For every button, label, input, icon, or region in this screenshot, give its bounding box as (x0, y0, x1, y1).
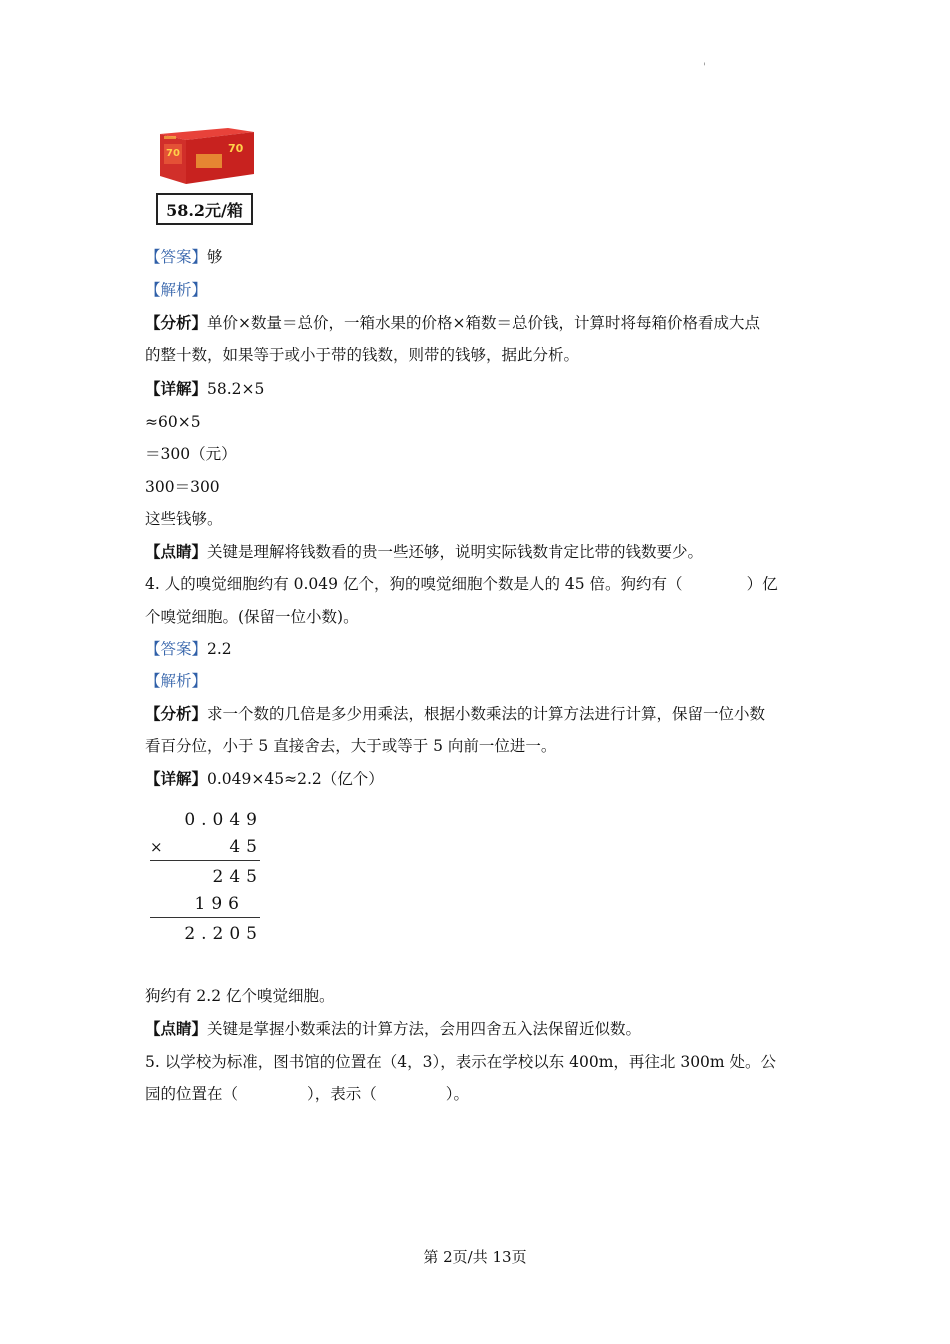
corner-mark: ' (703, 62, 706, 73)
xiangjie-line (145, 378, 264, 400)
fenxi-text-1: 求一个数的几倍是多少用乘法，根据小数乘法的计算方法进行计算，保留一位小数 (207, 705, 766, 723)
xiangjie-tag: 【详解】 (145, 769, 208, 788)
fenxi-line-2: 看百分位，小于 5 直接舍去，大于或等于 5 向前一位进一。 (145, 737, 557, 755)
calc-line-2: ≈60×5 (145, 413, 201, 431)
calc-line-4: 300＝300 (145, 478, 220, 496)
calc-line-5: 这些钱够。 (145, 510, 223, 528)
calc-rule-1 (150, 860, 260, 861)
xiangjie-line (145, 768, 384, 790)
dianjing-text: 关键是理解将钱数看的贵一些还够，说明实际钱数肯定比带的钱数要少。 (207, 543, 704, 561)
calc-line-3: ＝300（元） (145, 445, 237, 463)
q5-question-1: 5. 以学校为标准，图书馆的位置在（4，3），表示在学校以东 400m，再往北 300m 处。公 (145, 1053, 777, 1071)
svg-text:70: 70 (228, 142, 244, 155)
fenxi-text-1: 单价×数量＝总价，一箱水果的价格×箱数＝总价钱，计算时将每箱价格看成大点 (207, 314, 760, 332)
q4-answer-line (145, 638, 232, 660)
answer-text: 2.2 (207, 640, 232, 658)
calc-multiplicand: 0.049 (184, 810, 263, 830)
q4-question-2: 个嗅觉细胞。(保留一位小数)。 (145, 608, 359, 626)
answer-tag: 【答案】 (145, 640, 208, 658)
price-label: 58.2元/箱 (156, 193, 253, 225)
dianjing-tag: 【点睛】 (145, 542, 208, 561)
q4-conclusion: 狗约有 2.2 亿个嗅觉细胞。 (145, 987, 335, 1005)
answer-line (145, 246, 223, 268)
jiexi-tag: 【解析】 (145, 672, 208, 690)
fruit-box-image (156, 124, 256, 187)
xiangjie-tag: 【详解】 (145, 379, 208, 398)
svg-text:70: 70 (166, 148, 180, 159)
calc-partial-1: 245 (212, 867, 263, 887)
xiangjie-text: 58.2×5 (207, 380, 265, 398)
fenxi-line-2: 的整十数，如果等于或小于带的钱数，则带的钱够，据此分析。 (145, 346, 580, 364)
dianjing-line (145, 1018, 641, 1040)
calc-times-sign: × (150, 838, 163, 856)
calc-partial-2: 196 (194, 894, 245, 914)
page-footer: 第 2页/共 13页 (423, 1248, 527, 1266)
calc-multiplier: 45 (229, 837, 263, 857)
vertical-multiplication (148, 808, 263, 948)
q5-question-2: 园的位置在（ ），表示（ ）。 (145, 1085, 469, 1103)
answer-text: 够 (207, 248, 223, 266)
dianjing-text: 关键是掌握小数乘法的计算方法，会用四舍五入法保留近似数。 (207, 1020, 642, 1038)
calc-rule-2 (150, 917, 260, 918)
xiangjie-text: 0.049×45≈2.2（亿个） (207, 770, 384, 788)
dianjing-line (145, 541, 703, 563)
fenxi-tag: 【分析】 (145, 704, 208, 723)
jiexi-tag: 【解析】 (145, 281, 208, 299)
calc-result: 2.205 (184, 924, 263, 944)
q4-question-1: 4. 人的嗅觉细胞约有 0.049 亿个，狗的嗅觉细胞个数是人的 45 倍。狗约有（ ）亿 (145, 575, 778, 593)
dianjing-tag: 【点睛】 (145, 1019, 208, 1038)
fenxi-line-1 (145, 703, 765, 725)
fenxi-tag: 【分析】 (145, 313, 208, 332)
fenxi-line-1 (145, 312, 760, 334)
answer-tag: 【答案】 (145, 248, 208, 266)
